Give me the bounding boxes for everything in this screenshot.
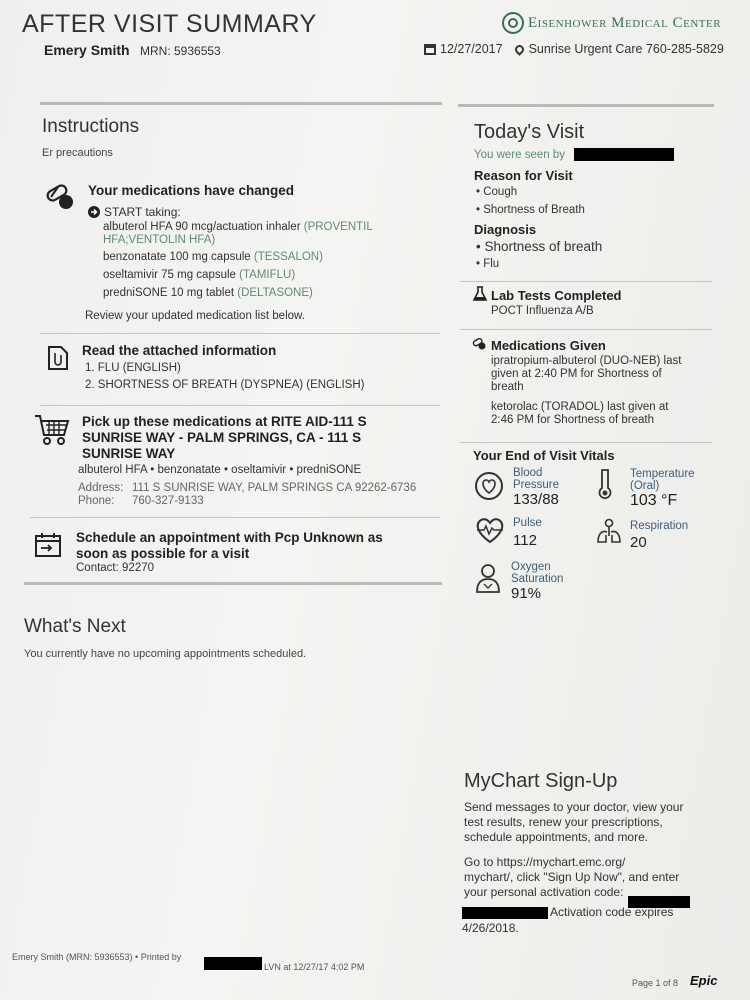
instructions-note: Er precautions	[42, 147, 113, 159]
pickup-address-label: Address:	[78, 482, 124, 494]
todays-visit-heading: Today's Visit	[474, 121, 585, 143]
schedule-heading: Schedule an appointment with Pcp Unknown as soon as possible for a visit	[76, 530, 383, 561]
page-number: Page 1 of 8	[632, 978, 679, 988]
oxygen-saturation-icon	[474, 563, 502, 593]
attached-info-heading: Read the attached information	[82, 343, 277, 358]
diagnosis-heading: Diagnosis	[474, 222, 537, 237]
schedule-contact: Contact: 92270	[76, 562, 155, 574]
diagnosis-item: • Shortness of breath	[476, 239, 603, 254]
brand-name: Eisenhower Medical Center	[528, 14, 722, 31]
bp-label: Blood Pressure	[513, 467, 560, 491]
medication-given-item: ipratropium-albuterol (DUO-NEB) last given at 2:40 PM for Shortness of breath	[491, 355, 682, 393]
redacted-provider	[574, 148, 674, 161]
medication-given-item: ketorolac (TORADOL) last given at 2:46 PM for Shortness of breath	[491, 401, 669, 426]
med-item: albuterol HFA 90 mcg/actuation inhaler (PROVENTIL	[103, 221, 373, 233]
med-item: predniSONE 10 mg tablet (DELTASONE)	[103, 287, 313, 299]
arrow-right-circle-icon	[88, 206, 100, 218]
respiration-value: 20	[630, 534, 647, 551]
review-medications-text: Review your updated medication list below.	[85, 310, 305, 322]
location-pin-icon	[513, 43, 526, 56]
redacted-printer-name	[204, 957, 262, 970]
divider	[460, 281, 712, 282]
pulse-heart-icon	[473, 516, 507, 544]
attached-item: 1. FLU (ENGLISH)	[85, 362, 181, 374]
document-clip-icon	[46, 345, 70, 371]
redacted-activation-code	[462, 907, 548, 919]
medications-changed-heading: Your medications have changed	[88, 183, 295, 198]
divider	[40, 102, 442, 105]
lab-flask-icon	[472, 286, 488, 302]
bp-value: 133/88	[513, 491, 559, 508]
divider	[460, 329, 712, 330]
reason-item: • Cough	[476, 186, 518, 198]
instructions-heading: Instructions	[42, 116, 140, 137]
med-item-brand: HFA;VENTOLIN HFA)	[103, 234, 216, 246]
mychart-description: Send messages to your doctor, view your test results, renew your prescriptions, schedule appointments, and more.	[464, 800, 684, 844]
respiration-label: Respiration	[630, 520, 689, 532]
lab-test: POCT Influenza A/B	[491, 305, 594, 317]
diagnosis-item: • Flu	[476, 258, 500, 270]
divider	[40, 333, 440, 334]
med-item: benzonatate 100 mg capsule (TESSALON)	[103, 251, 323, 263]
blood-pressure-icon	[473, 470, 505, 502]
footer-printed-at: LVN at 12/27/17 4:02 PM	[264, 962, 365, 972]
divider	[458, 104, 714, 107]
visit-info	[424, 42, 724, 56]
lab-tests-heading: Lab Tests Completed	[491, 288, 622, 303]
oxygen-label: Oxygen Saturation	[511, 561, 564, 585]
mychart-instructions: Go to https://mychart.emc.org/ mychart/, click "Sign Up Now", and enter your personal activation code:	[464, 855, 680, 899]
divider	[40, 405, 440, 406]
pills-icon	[44, 183, 76, 211]
temperature-value: 103 °F	[630, 492, 678, 509]
pickup-phone-label: Phone:	[78, 495, 115, 507]
vendor-logo: Epic	[690, 973, 718, 988]
visit-location: Sunrise Urgent Care 760-285-5829	[528, 42, 724, 56]
attached-item: 2. SHORTNESS OF BREATH (DYSPNEA) (ENGLISH)	[85, 379, 365, 391]
patient-mrn: MRN: 5936553	[140, 44, 221, 58]
activation-expires-date: 4/26/2018.	[462, 921, 519, 935]
pickup-address: 111 S SUNRISE WAY, PALM SPRINGS CA 92262-6736	[132, 482, 417, 494]
med-item: oseltamivir 75 mg capsule (TAMIFLU)	[103, 269, 296, 281]
divider	[30, 517, 440, 518]
calendar-arrow-icon	[34, 532, 62, 558]
shopping-cart-icon	[34, 413, 70, 447]
medications-given-heading: Medications Given	[491, 338, 606, 353]
start-taking-label: START taking:	[104, 205, 181, 219]
thermometer-icon	[598, 468, 612, 500]
visit-date: 12/27/2017	[440, 42, 503, 56]
pulse-label: Pulse	[513, 517, 542, 529]
pickup-heading: Pick up these medications at RITE AID-111 S SUNRISE WAY - PALM SPRINGS, CA - 111 S SUNRISE WAY	[82, 414, 367, 461]
whats-next-text: You currently have no upcoming appointments scheduled.	[24, 648, 307, 660]
patient-name: Emery Smith	[44, 42, 130, 58]
pulse-value: 112	[513, 532, 537, 549]
activation-expires-label: Activation code expires	[550, 905, 674, 919]
divider	[460, 442, 712, 443]
pickup-medications: albuterol HFA • benzonatate • oseltamivir • predniSONE	[78, 464, 362, 476]
seen-by-label: You were seen by	[474, 149, 566, 161]
mychart-heading: MyChart Sign-Up	[464, 770, 618, 792]
whats-next-heading: What's Next	[24, 616, 126, 637]
reason-item: • Shortness of Breath	[476, 204, 585, 216]
oxygen-value: 91%	[511, 585, 542, 602]
page-title: AFTER VISIT SUMMARY	[22, 10, 317, 38]
brand-header	[502, 10, 742, 36]
temperature-label: Temperature (Oral)	[630, 468, 695, 492]
vitals-heading: Your End of Visit Vitals	[473, 448, 615, 463]
lungs-respiration-icon	[594, 518, 624, 548]
divider	[24, 582, 442, 585]
reason-heading: Reason for Visit	[474, 168, 573, 183]
hospital-logo-icon	[502, 12, 524, 34]
calendar-icon	[424, 44, 436, 55]
pickup-phone: 760-327-9133	[132, 495, 204, 507]
pills-small-icon	[472, 338, 486, 350]
footer-printed-by: Emery Smith (MRN: 5936553) • Printed by	[12, 952, 182, 962]
